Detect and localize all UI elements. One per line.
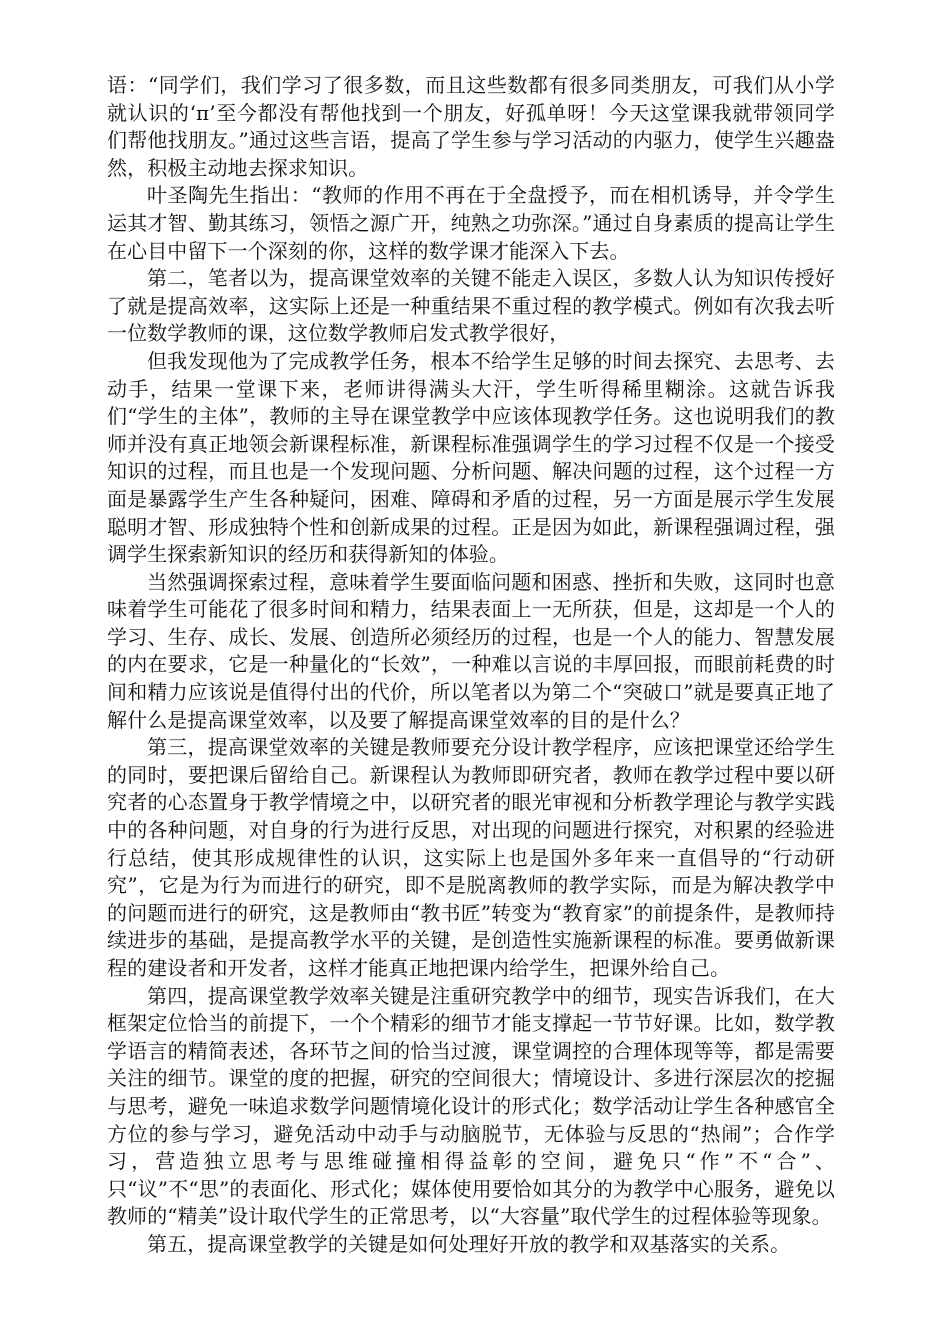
paragraph-second-point-example: 但我发现他为了完成教学任务，根本不给学生足够的时间去探究、去思考、去动手，结果一堂课下来，老师讲得满头大汗，学生听得稀里糊涂。这就告诉我们“学生的主体”，教师的主导在课堂教学中应该体现教学任务。这也说明我们的教师并没有真正地领会新课程标准，新课程标准强调学生的学习过程不仅是一个接受知识的过程，而且也是一个发现问题、分析问题、解决问题的过程，这个过程一方面是暴露学生产生各种疑问，困难、障碍和矛盾的过程，另一方面是展示学生发展聪明才智、形成独特个性和创新成果的过程。正是因为如此，新课程强调过程，强调学生探索新知识的经历和获得新知的体验。	[107, 348, 835, 567]
paragraph-fifth-point: 第五，提高课堂教学的关键是如何处理好开放的教学和双基落实的关系。	[147, 1231, 791, 1256]
paragraph-second-point: 第二，笔者以为，提高课堂效率的关键不能走入误区，多数人认为知识传授好了就是提高效率，这实际上还是一种重结果不重过程的教学模式。例如有次我去听一位数学教师的课，这位数学教师启发式教学很好，	[107, 266, 835, 346]
paragraph-fourth-point: 第四，提高课堂教学效率关键是注重研究教学中的细节，现实告诉我们，在大框架定位恰当的前提下，一个个精彩的细节才能支撑起一节节好课。比如，数学教学语言的精简表述，各环节之间的恰当过渡，课堂调控的合理体现等等，都是需要关注的细节。课堂的度的把握，研究的空间很大；情境设计、多进行深层次的挖掘与思考，避免一味追求数学问题情境化设计的形式化；数学活动让学生各种感官全方位的参与学习，避免活动中动手与动脑脱节，无体验与反思的“热闹”；合作学习，营造独立思考与思维碰撞相得益彰的空间，避免只“作”不“合”、只“议”不“思”的表面化、形式化；媒体使用要恰如其分的为教学中心服务，避免以教师的“精美”设计取代学生的正常思考，以“大容量”取代学生的过程体验等现象。	[107, 983, 835, 1229]
paragraph-continuation: 语：“同学们，我们学习了很多数，而且这些数都有很多同类朋友，可我们从小学就认识的‘π’至今都没有帮他找到一个朋友，好孤单呀！今天这堂课我就带领同学们帮他找朋友。”通过这些言语，提高了学生参与学习活动的内驱力，使学生兴趣盎然，积极主动地去探求知识。	[107, 73, 835, 180]
paragraph-ye-shengtao-quote: 叶圣陶先生指出：“教师的作用不再在于全盘授予，而在相机诱导，并令学生运其才智、勤其练习，领悟之源广开，纯熟之功弥深。”通过自身素质的提高让学生在心目中留下一个深刻的你，这样的数学课才能深入下去。	[107, 183, 835, 263]
document-body	[107, 72, 835, 1259]
paragraph-third-point: 第三，提高课堂效率的关键是教师要充分设计教学程序，应该把课堂还给学生的同时，要把课后留给自己。新课程认为教师即研究者，教师在教学过程中要以研究者的心态置身于教学情境之中，以研究者的眼光审视和分析教学理论与教学实践中的各种问题，对自身的行为进行反思，对出现的问题进行探究，对积累的经验进行总结，使其形成规律性的认识，这实际上也是国外多年来一直倡导的“行动研究”，它是为行为而进行的研究，即不是脱离教师的教学实际，而是为解决教学中的问题而进行的研究，这是教师由“教书匠”转变为“教育家”的前提条件，是教师持续进步的基础，是提高教学水平的关键，是创造性实施新课程的标准。要勇做新课程的建设者和开发者，这样才能真正地把课内给学生，把课外给自己。	[107, 735, 835, 980]
paragraph-exploration-process: 当然强调探索过程，意味着学生要面临问题和困惑、挫折和失败，这同时也意味着学生可能花了很多时间和精力，结果表面上一无所获，但是，这却是一个人的学习、生存、成长、发展、创造所必须经历的过程，也是一个人的能力、智慧发展的内在要求，它是一种量化的“长效”，一种难以言说的丰厚回报，而眼前耗费的时间和精力应该说是值得付出的代价，所以笔者以为第二个“突破口”就是要真正地了解什么是提高课堂效率，以及要了解提高课堂效率的目的是什么？	[107, 569, 835, 732]
